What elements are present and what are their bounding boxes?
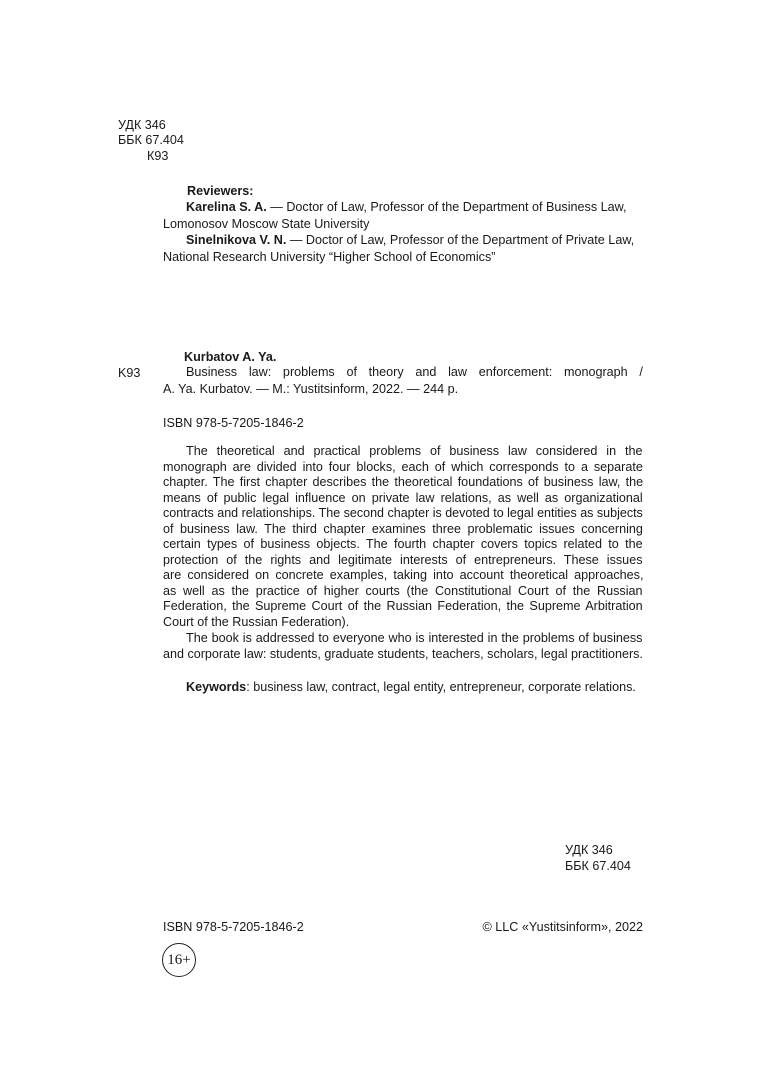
copyright: © LLC «Yustitsinform», 2022: [482, 920, 643, 934]
abstract-line: as well as the practice of higher courts (the Constitutional Court of the Russian: [163, 583, 643, 598]
abstract-line: of business law. The third chapter examines three problematic issues concerning: [163, 521, 643, 536]
keywords-label: Keywords: [186, 680, 247, 694]
reviewer-name: Sinelnikova V. N.: [186, 233, 287, 247]
reviewer-1-affiliation: Lomonosov Moscow State University: [163, 217, 370, 231]
reviewer-credentials: — Doctor of Law, Professor of the Department of Business Law,: [266, 200, 627, 214]
bibliography-title: Business law: problems of theory and law enforcement: monograph /: [186, 365, 643, 379]
abstract-line: certain types of business objects. The fourth chapter covers topics related to the: [163, 537, 643, 551]
isbn: ISBN 978-5-7205-1846-2: [163, 416, 304, 430]
abstract-line: and corporate law: students, graduate students, teachers, scholars, legal practitioners.: [163, 646, 643, 661]
abstract-line: Court of the Russian Federation).: [163, 614, 350, 629]
footer-udk: УДК 346: [565, 843, 613, 857]
abstract-line: The book is addressed to everyone who is interested in the problems of business: [186, 631, 643, 645]
abstract-line: Federation, the Supreme Court of the Russian Federation, the Supreme Arbitration: [163, 599, 643, 613]
reviewer-2-affiliation: National Research University “Higher School of Economics”: [163, 250, 496, 264]
reviewers-title: Reviewers:: [187, 184, 254, 198]
footer-isbn: ISBN 978-5-7205-1846-2: [163, 920, 304, 934]
abstract-line: contracts and relationships. The second chapter is devoted to legal entities as subjects: [163, 506, 643, 520]
abstract-line: chapter. The first chapter describes the theoretical foundations of business law, the: [163, 475, 644, 489]
bbk-code: ББК 67.404: [118, 133, 184, 147]
keywords: [186, 680, 636, 696]
bibliography-sign: K93: [118, 366, 141, 380]
book-author: Kurbatov A. Ya.: [184, 350, 277, 364]
reviewer-name: Karelina S. A.: [186, 200, 267, 214]
abstract-line: means of public legal influence on private law relations, as well as organizational: [163, 490, 643, 505]
abstract-line: protection of the rights and legitimate interests of entrepreneurs. These issues: [163, 552, 643, 567]
reviewer-1: [186, 200, 627, 216]
bibliography-imprint: A. Ya. Kurbatov. — M.: Yustitsinform, 2022. — 244 p.: [163, 382, 459, 396]
footer-bbk: ББК 67.404: [565, 859, 631, 873]
reviewer-credentials: — Doctor of Law, Professor of the Department of Private Law,: [286, 233, 635, 247]
abstract-line: monograph are divided into four blocks, each of which corresponds to a separate: [163, 459, 643, 474]
abstract-line: are considered on concrete examples, taking into account theoretical approaches,: [163, 568, 644, 582]
keywords-list: : business law, contract, legal entity, entrepreneur, corporate relations.: [246, 680, 636, 694]
author-sign: К93: [147, 149, 169, 163]
abstract-line: The theoretical and practical problems of business law considered in the: [186, 444, 643, 458]
reviewer-2: [186, 233, 634, 249]
age-rating-badge: 16+: [162, 943, 196, 977]
udk-code: УДК 346: [118, 118, 166, 132]
